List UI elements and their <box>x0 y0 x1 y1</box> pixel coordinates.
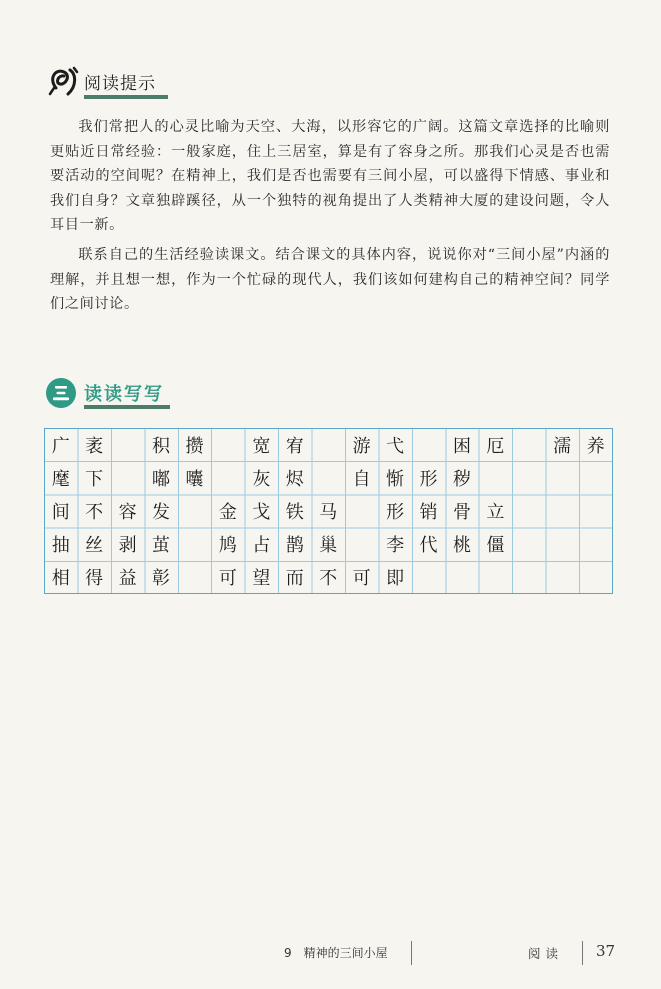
vocab-char-cell: 桃 <box>452 535 471 557</box>
vocab-char-cell: 嘟 <box>152 468 170 490</box>
vocab-char-cell: 灰 <box>252 468 271 490</box>
vocab-char-cell: 下 <box>85 468 104 490</box>
vocab-char-cell: 自 <box>352 468 371 490</box>
vocabulary-grid <box>44 428 613 594</box>
vocab-char-cell: 望 <box>252 568 271 590</box>
vocab-char-cell: 囔 <box>185 468 204 490</box>
vocab-char-cell: 容 <box>118 501 137 523</box>
vocab-char-cell: 得 <box>85 568 104 590</box>
vocab-char-cell: 立 <box>486 501 505 523</box>
vocab-char-cell: 积 <box>152 435 170 457</box>
vocab-char-cell: 攒 <box>185 435 204 457</box>
vocab-char-cell: 丝 <box>85 535 104 557</box>
hint-paragraph-1: 我们常把人的心灵比喻为天空、大海，以形容它的广阔。这篇文章选择的比喻则更贴近日常经验：一般家庭，住上三居室，算是有了容身之所。那我们心灵是否也需要活动的空间呢？在精神上，我们是否也需要有三间小屋，可以盛得下情感、事业和我们自身？文章独辟蹊径，从一个独特的视角提出了人类精神大厦的建设问题，令人耳目一新。 <box>50 119 610 234</box>
footer-divider <box>411 941 412 965</box>
vocab-char-cell: 不 <box>319 568 338 590</box>
footer-lesson-title: 9 精神的三间小屋 <box>284 946 388 960</box>
footer-divider <box>582 941 583 965</box>
vocab-char-cell: 鸠 <box>218 535 237 557</box>
vocab-char-cell: 铁 <box>285 501 304 523</box>
vocab-char-cell: 即 <box>386 568 405 590</box>
vocab-char-cell: 戈 <box>252 501 271 523</box>
vocab-char-cell: 游 <box>352 435 371 457</box>
section-three-icon <box>46 378 76 408</box>
vocab-char-cell: 代 <box>419 535 438 557</box>
footer-section-name: 阅读 <box>528 946 564 961</box>
read-write-header <box>46 378 164 408</box>
vocab-char-cell: 占 <box>252 535 271 557</box>
vocab-char-cell: 间 <box>51 501 70 523</box>
reading-hint-header <box>46 64 156 98</box>
vocab-char-cell: 发 <box>152 501 170 523</box>
vocab-char-cell: 宽 <box>252 435 271 457</box>
vocab-char-cell: 可 <box>352 568 371 590</box>
vocab-char-cell: 秽 <box>452 468 471 490</box>
vocab-char-cell: 形 <box>419 468 438 490</box>
vocab-char-cell: 厄 <box>486 435 505 457</box>
page-number: 37 <box>596 942 616 960</box>
vocab-char-cell: 销 <box>419 501 438 523</box>
vocab-char-cell: 困 <box>452 435 471 457</box>
vocab-char-cell: 弋 <box>386 435 405 457</box>
vocab-char-cell: 惭 <box>386 468 405 490</box>
vocab-char-cell: 茧 <box>152 535 170 557</box>
vocab-char-cell: 彰 <box>152 568 170 590</box>
hint-paragraph-2: 联系自己的生活经验读课文。结合课文的具体内容，说说你对“三间小屋”内涵的理解，并且想一想，作为一个忙碌的现代人，我们该如何建构自己的精神空间？同学们之间讨论。 <box>50 247 610 313</box>
vocab-char-cell: 鹊 <box>285 535 304 557</box>
vocab-char-cell: 僵 <box>486 535 505 557</box>
vocab-char-cell: 益 <box>118 568 137 590</box>
reading-hint-title: 阅读提示 <box>84 73 156 94</box>
vocab-char-cell: 李 <box>386 535 405 557</box>
vocab-char-cell: 不 <box>85 501 104 523</box>
vocab-char-cell: 巢 <box>319 535 338 557</box>
vocab-char-cell: 抽 <box>51 535 70 557</box>
vocab-char-cell: 可 <box>218 568 237 590</box>
vocab-char-cell: 马 <box>319 501 338 523</box>
reading-hint-icon <box>46 64 80 98</box>
vocab-char-cell: 养 <box>586 435 605 457</box>
vocab-char-cell: 宥 <box>285 435 304 457</box>
vocab-char-cell: 形 <box>386 501 405 523</box>
vocab-char-cell: 而 <box>285 568 304 590</box>
vocab-char-cell: 骨 <box>452 501 471 523</box>
vocab-char-cell: 相 <box>51 568 70 590</box>
vocab-char-cell: 剥 <box>118 535 137 557</box>
read-write-underline <box>84 405 170 409</box>
vocab-char-cell: 烬 <box>285 468 304 490</box>
vocab-char-cell: 袤 <box>85 435 104 457</box>
read-write-title: 读读写写 <box>84 384 164 405</box>
vocab-char-cell: 濡 <box>553 435 572 457</box>
reading-hint-underline <box>84 95 168 99</box>
vocab-char-cell: 金 <box>218 501 237 523</box>
vocab-char-cell: 广 <box>51 435 70 457</box>
vocab-char-cell: 麾 <box>51 468 70 490</box>
